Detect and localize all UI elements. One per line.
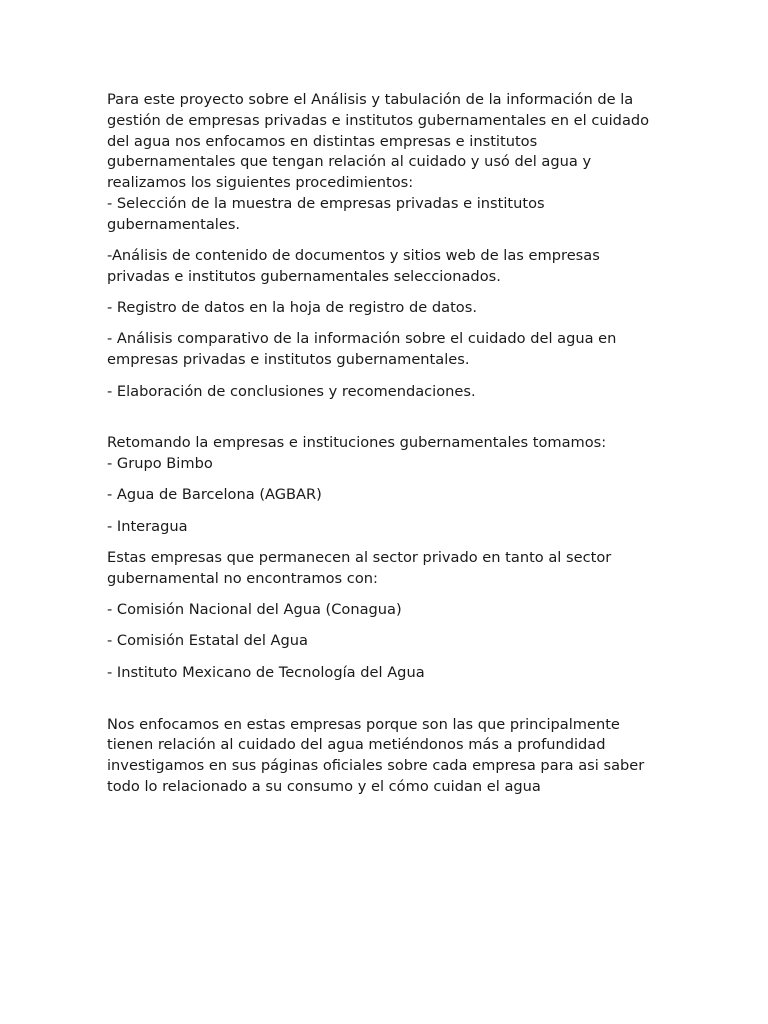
procedure-item: - Selección de la muestra de empresas privadas e institutos gubernamentales.	[107, 194, 545, 233]
procedure-item: - Análisis comparativo de la información sobre el cuidado del agua en empresas privadas e institutos gubernamentales.	[107, 330, 617, 369]
government-item: - Comisión Estatal del Agua	[107, 632, 308, 650]
procedure-item: - Elaboración de conclusiones y recomendaciones.	[107, 382, 476, 400]
conclusion-paragraph: Nos enfocamos en estas empresas porque son las que principalmente tienen relación al cuidado del agua metiéndonos más a profundidad investigamos en sus páginas oficiales sobre cada empresa para asi saber todo lo relacionado a su consumo y el cómo cuidan el agua	[107, 715, 645, 795]
company-item: - Interagua	[107, 517, 188, 535]
company-item: - Agua de Barcelona (AGBAR)	[107, 486, 322, 504]
procedure-item: - Registro de datos en la hoja de registro de datos.	[107, 299, 477, 317]
company-item: - Grupo Bimbo	[107, 455, 213, 473]
government-item: - Instituto Mexicano de Tecnología del Agua	[107, 663, 425, 681]
government-intro: Estas empresas que permanecen al sector privado en tanto al sector gubernamental no encontramos con:	[107, 549, 612, 587]
document-body	[107, 90, 667, 798]
government-item: - Comisión Nacional del Agua (Conagua)	[107, 601, 402, 619]
procedure-item: -Análisis de contenido de documentos y sitios web de las empresas privadas e institutos gubernamentales seleccionados.	[107, 247, 600, 285]
companies-intro: Retomando la empresas e instituciones gubernamentales tomamos:	[107, 434, 607, 452]
intro-paragraph: Para este proyecto sobre el Análisis y tabulación de la información de la gestión de empresas privadas e institutos gubernamentales en el cuidado del agua nos enfocamos en distintas empresas e institutos gubernamentales que tengan relación al cuidado y usó del agua y realizamos los siguientes procedimientos:	[107, 91, 650, 192]
